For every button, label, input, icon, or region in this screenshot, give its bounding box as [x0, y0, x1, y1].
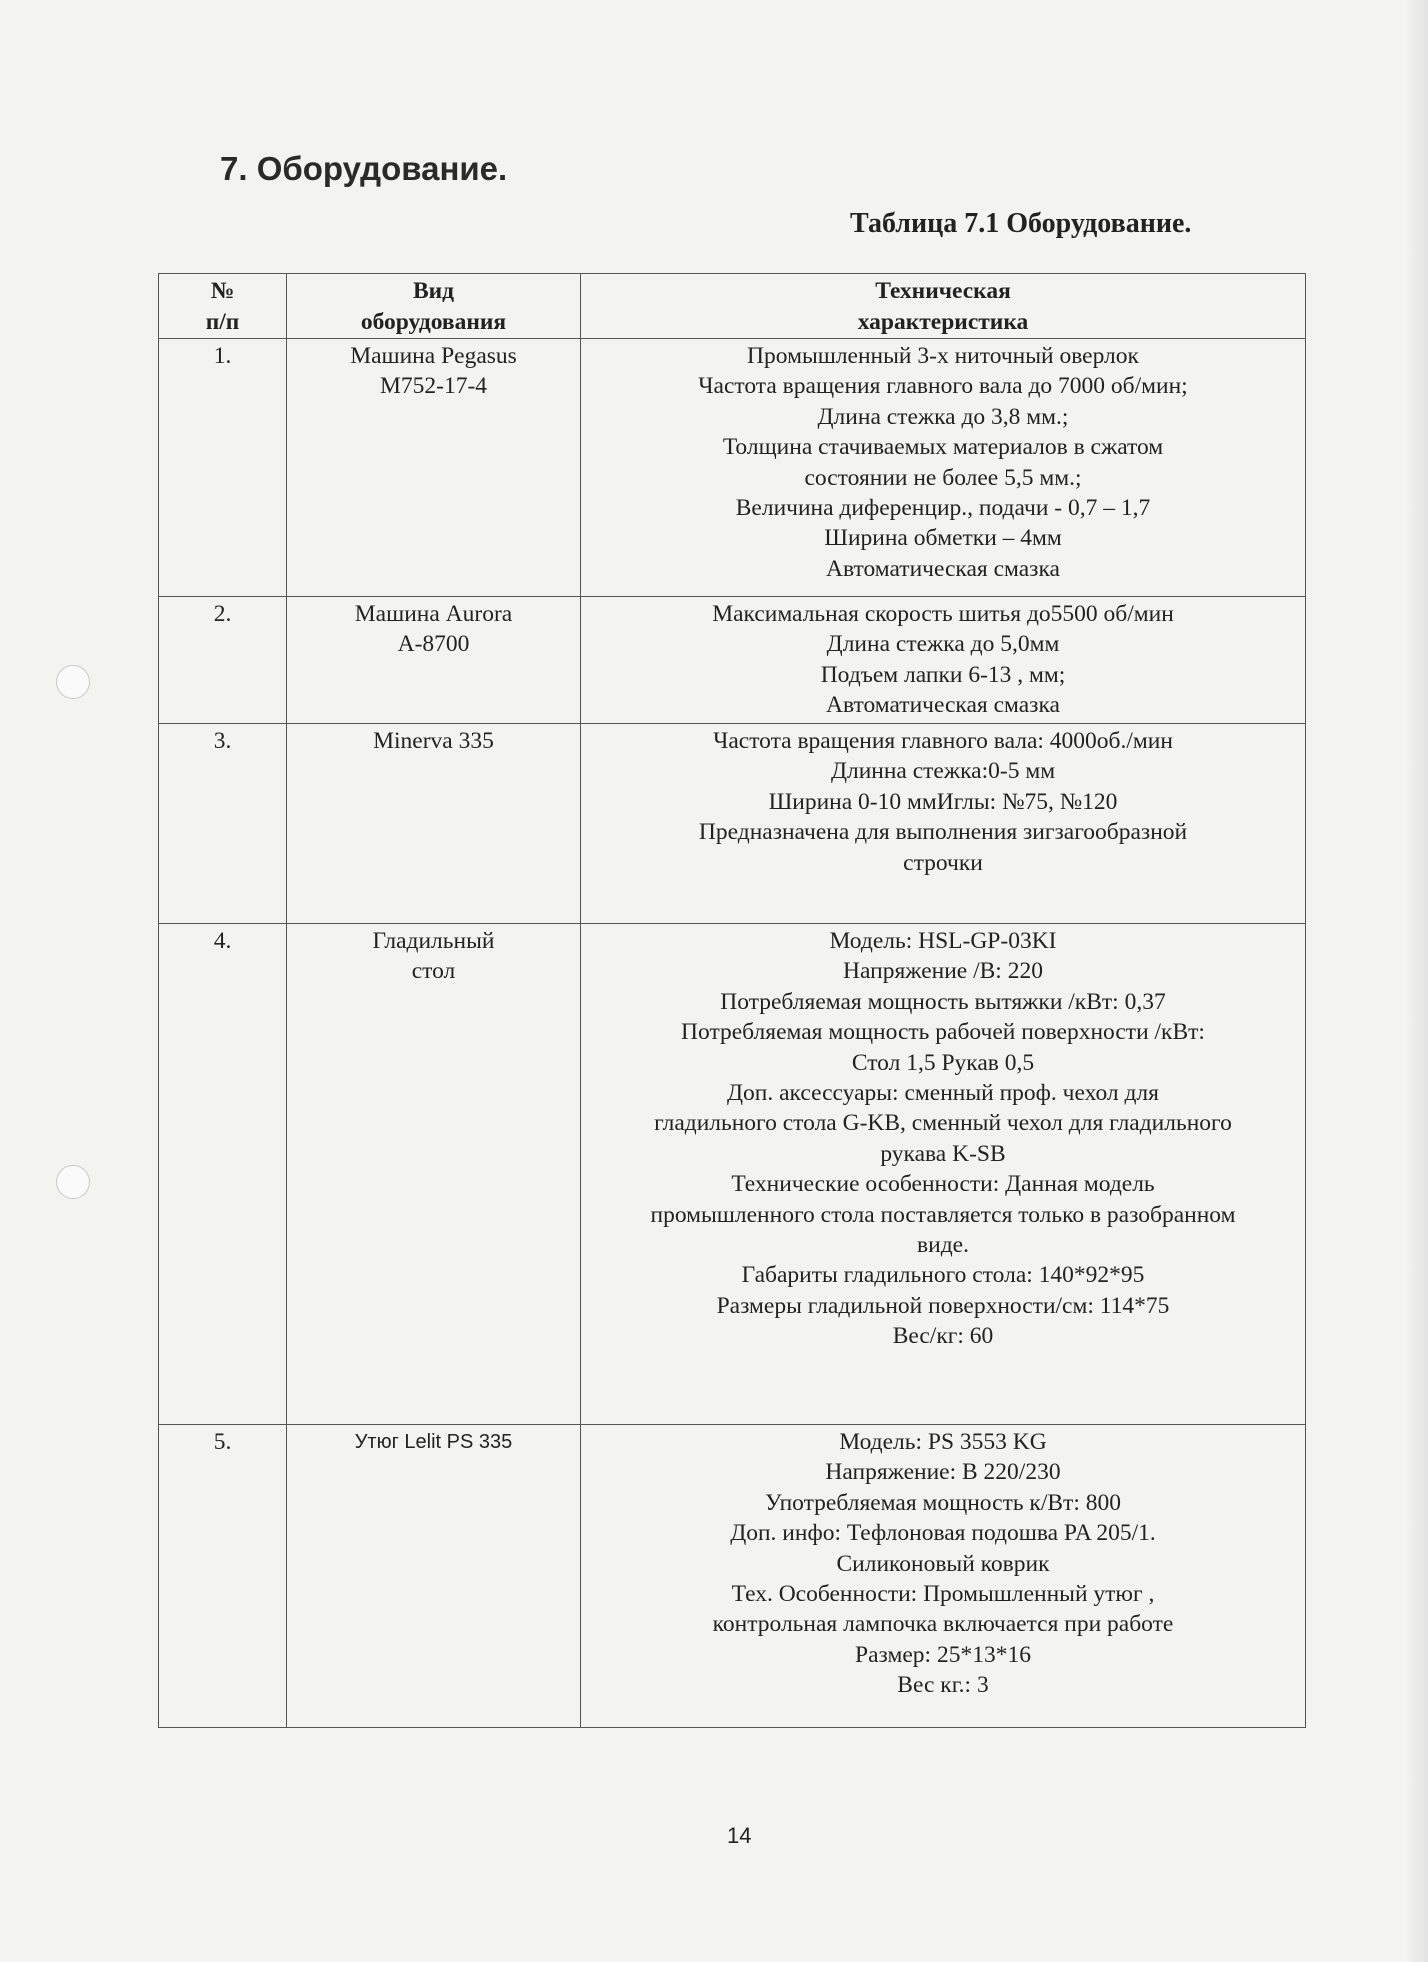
- text-line: Стол 1,5 Рукав 0,5: [851, 1049, 1035, 1076]
- equipment-specs: [581, 339, 1306, 597]
- text-line: Minerva 335: [373, 728, 494, 754]
- equipment-name: [287, 724, 581, 924]
- equipment-specs: [581, 597, 1306, 724]
- row-number: 5.: [159, 1425, 287, 1728]
- text-line: Технические особенности: Данная модель: [731, 1171, 1155, 1198]
- row-number: 2.: [159, 597, 287, 724]
- text-line: стол: [411, 958, 456, 985]
- text-line: Частота вращения главного вала до 7000 об/мин;: [698, 373, 1188, 400]
- text-line: Тех. Особенности: Промышленный утюг ,: [731, 1581, 1155, 1608]
- punch-hole: [56, 1165, 90, 1199]
- row-number: 3.: [159, 724, 287, 924]
- table-row: [159, 339, 1306, 597]
- text-line: п/п: [205, 309, 240, 335]
- header-specifications: [581, 274, 1306, 339]
- table-row: [159, 924, 1306, 1425]
- text-line: №: [210, 278, 235, 304]
- text-line: Предназначена для выполнения зигзагообразной: [698, 819, 1188, 846]
- text-line: Вес/кг: 60: [892, 1323, 994, 1350]
- text-line: оборудования: [360, 309, 507, 335]
- text-line: Длина стежка до 5,0мм: [826, 631, 1060, 658]
- text-line: Ширина обметки – 4мм: [824, 525, 1062, 552]
- text-line: Вес кг.: 3: [897, 1672, 989, 1699]
- scan-edge: [1406, 0, 1428, 1962]
- text-line: Силиконовый коврик: [836, 1550, 1050, 1577]
- text-line: строчки: [903, 849, 983, 876]
- text-line: Напряжение /В: 220: [843, 958, 1043, 985]
- row-number: 4.: [159, 924, 287, 1425]
- text-line: Ширина 0-10 ммИглы: №75, №120: [768, 788, 1118, 815]
- text-line: виде.: [917, 1232, 969, 1259]
- text-line: Утюг Lelit PS 335: [354, 1431, 513, 1453]
- header-number: [159, 274, 287, 339]
- text-line: Толщина стачиваемых материалов в сжатом: [722, 434, 1164, 461]
- table-header-row: [159, 274, 1306, 339]
- equipment-name: [287, 924, 581, 1425]
- equipment-name: [287, 597, 581, 724]
- text-line: Промышленный 3-х ниточный оверлок: [747, 343, 1139, 369]
- page-number: 14: [727, 1823, 752, 1848]
- text-line: Машина Pegasus: [350, 343, 517, 369]
- text-line: Напряжение: В 220/230: [825, 1459, 1061, 1486]
- text-line: Автоматическая смазка: [826, 692, 1060, 719]
- table-row: [159, 724, 1306, 924]
- text-line: Модель: PS 3553 KG: [839, 1429, 1047, 1455]
- text-line: Автоматическая смазка: [826, 555, 1060, 582]
- table-row: [159, 1425, 1306, 1728]
- text-line: рукава K-SB: [880, 1140, 1006, 1167]
- text-line: Модель: HSL-GP-03KI: [829, 928, 1057, 954]
- text-line: Употребляемая мощность к/Вт: 800: [765, 1489, 1121, 1516]
- text-line: Потребляемая мощность рабочей поверхности /кВт:: [681, 1019, 1205, 1046]
- text-line: промышленного стола поставляется только в разобранном: [650, 1201, 1236, 1228]
- table-row: [159, 597, 1306, 724]
- punch-hole: [56, 665, 90, 699]
- header-equipment-type: [287, 274, 581, 339]
- text-line: Потребляемая мощность вытяжки /кВт: 0,37: [720, 988, 1166, 1015]
- text-line: Машина Aurora: [354, 601, 513, 627]
- text-line: Величина диференцир., подачи - 0,7 – 1,7: [735, 495, 1151, 522]
- table-caption: Таблица 7.1 Оборудование.: [850, 208, 1192, 239]
- text-line: Частота вращения главного вала: 4000об./мин: [713, 728, 1173, 754]
- equipment-table: [158, 273, 1306, 1728]
- text-line: Габариты гладильного стола: 140*92*95: [741, 1262, 1145, 1289]
- text-line: Максимальная скорость шитья до5500 об/мин: [712, 601, 1174, 627]
- equipment-name: [287, 1425, 581, 1728]
- equipment-specs: [581, 724, 1306, 924]
- equipment-specs: [581, 924, 1306, 1425]
- equipment-name: [287, 339, 581, 597]
- text-line: Размер: 25*13*16: [855, 1641, 1031, 1668]
- text-line: A-8700: [397, 631, 470, 658]
- text-line: Техническая: [875, 278, 1011, 304]
- text-line: состоянии не более 5,5 мм.;: [804, 464, 1082, 491]
- text-line: Вид: [412, 278, 455, 304]
- text-line: M752-17-4: [379, 373, 488, 400]
- text-line: Доп. инфо: Тефлоновая подошва PA 205/1.: [730, 1520, 1156, 1547]
- text-line: гладильного стола G-KB, сменный чехол для гладильного: [654, 1110, 1232, 1137]
- row-number: 1.: [159, 339, 287, 597]
- text-line: Гладильный: [372, 928, 495, 954]
- text-line: Длинна стежка:0-5 мм: [830, 758, 1056, 785]
- text-line: Размеры гладильной поверхности/см: 114*75: [716, 1292, 1170, 1319]
- equipment-specs: [581, 1425, 1306, 1728]
- text-line: Длина стежка до 3,8 мм.;: [817, 403, 1069, 430]
- text-line: характеристика: [857, 309, 1029, 335]
- section-heading: 7. Оборудование.: [220, 150, 508, 187]
- text-line: Доп. аксессуары: сменный проф. чехол для: [727, 1080, 1159, 1107]
- text-line: Подъем лапки 6-13 , мм;: [820, 661, 1066, 688]
- text-line: контрольная лампочка включается при работе: [712, 1611, 1174, 1638]
